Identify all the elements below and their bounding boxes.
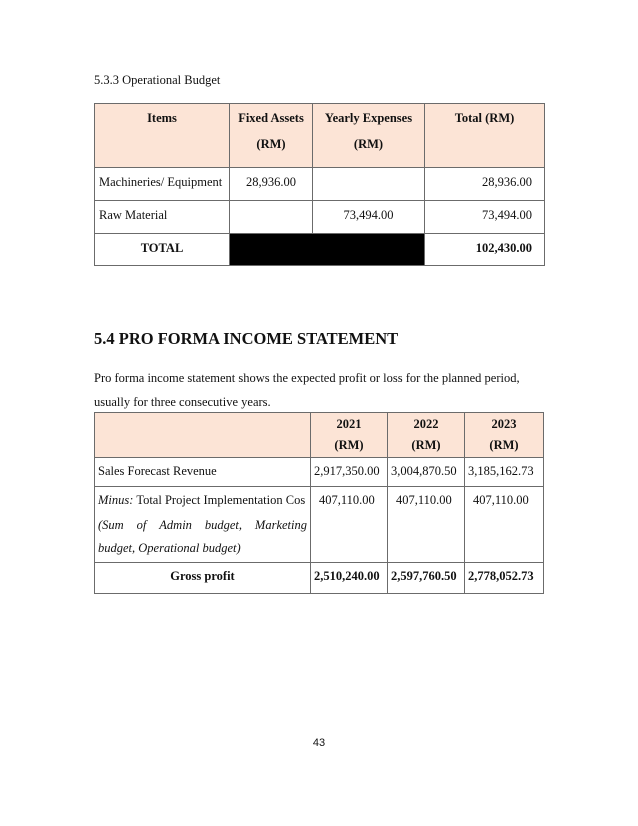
fixed-assets-value: 28,936.00 — [246, 175, 296, 189]
table-header-row — [95, 413, 544, 458]
cost-2022: 407,110.00 — [396, 493, 452, 507]
cost-row — [95, 487, 544, 563]
total-row — [95, 234, 545, 266]
col-year-2023: 2023 (RM) — [489, 417, 519, 452]
col-yearly-expenses: Yearly Expenses (RM) — [324, 111, 413, 151]
yearly-expenses-value — [313, 168, 424, 175]
revenue-2023: 3,185,162.73 — [468, 464, 534, 478]
revenue-2022: 3,004,870.50 — [391, 464, 457, 478]
cost-2021: 407,110.00 — [319, 493, 375, 507]
section-title: 5.4 PRO FORMA INCOME STATEMENT — [94, 329, 399, 348]
gross-2023: 2,778,052.73 — [468, 569, 534, 583]
col-items: Items — [147, 111, 177, 125]
blacked-out-cell — [230, 234, 425, 266]
cost-note: (Sum of Admin budget, Marketing budget, Operational budget) — [98, 518, 307, 555]
col-total: Total (RM) — [454, 111, 515, 125]
fixed-assets-value — [230, 201, 312, 208]
cost-2023: 407,110.00 — [473, 493, 529, 507]
revenue-label: Sales Forecast Revenue — [98, 464, 217, 478]
income-statement-table — [94, 412, 544, 594]
yearly-expenses-value: 73,494.00 — [343, 208, 394, 222]
total-value: 28,936.00 — [482, 175, 532, 189]
col-fixed-assets: Fixed Assets (RM) — [238, 111, 304, 151]
gross-2021: 2,510,240.00 — [314, 569, 380, 583]
subsection-heading: 5.3.3 Operational Budget — [94, 73, 221, 87]
gross-2022: 2,597,760.50 — [391, 569, 457, 583]
table-row — [95, 201, 545, 234]
total-label: TOTAL — [140, 241, 184, 255]
total-value: 73,494.00 — [482, 208, 532, 222]
col-year-2022: 2022 (RM) — [411, 417, 441, 452]
revenue-row — [95, 458, 544, 487]
gross-profit-label: Gross profit — [170, 569, 235, 583]
revenue-2021: 2,917,350.00 — [314, 464, 380, 478]
item-label: Machineries/ Equipment — [99, 175, 223, 189]
table-header-row — [95, 104, 545, 168]
gross-profit-row — [95, 563, 544, 594]
col-year-2021: 2021 (RM) — [334, 417, 364, 452]
page-number: 43 — [312, 737, 326, 749]
operational-budget-table — [94, 103, 545, 266]
cost-label: Minus: Total Project Implementation Cos — [98, 493, 306, 507]
item-label: Raw Material — [99, 208, 168, 222]
section-paragraph: Pro forma income statement shows the expected profit or loss for the planned period, usually for three consecutive years. — [94, 371, 520, 409]
grand-total-value: 102,430.00 — [475, 241, 532, 255]
table-row — [95, 168, 545, 201]
